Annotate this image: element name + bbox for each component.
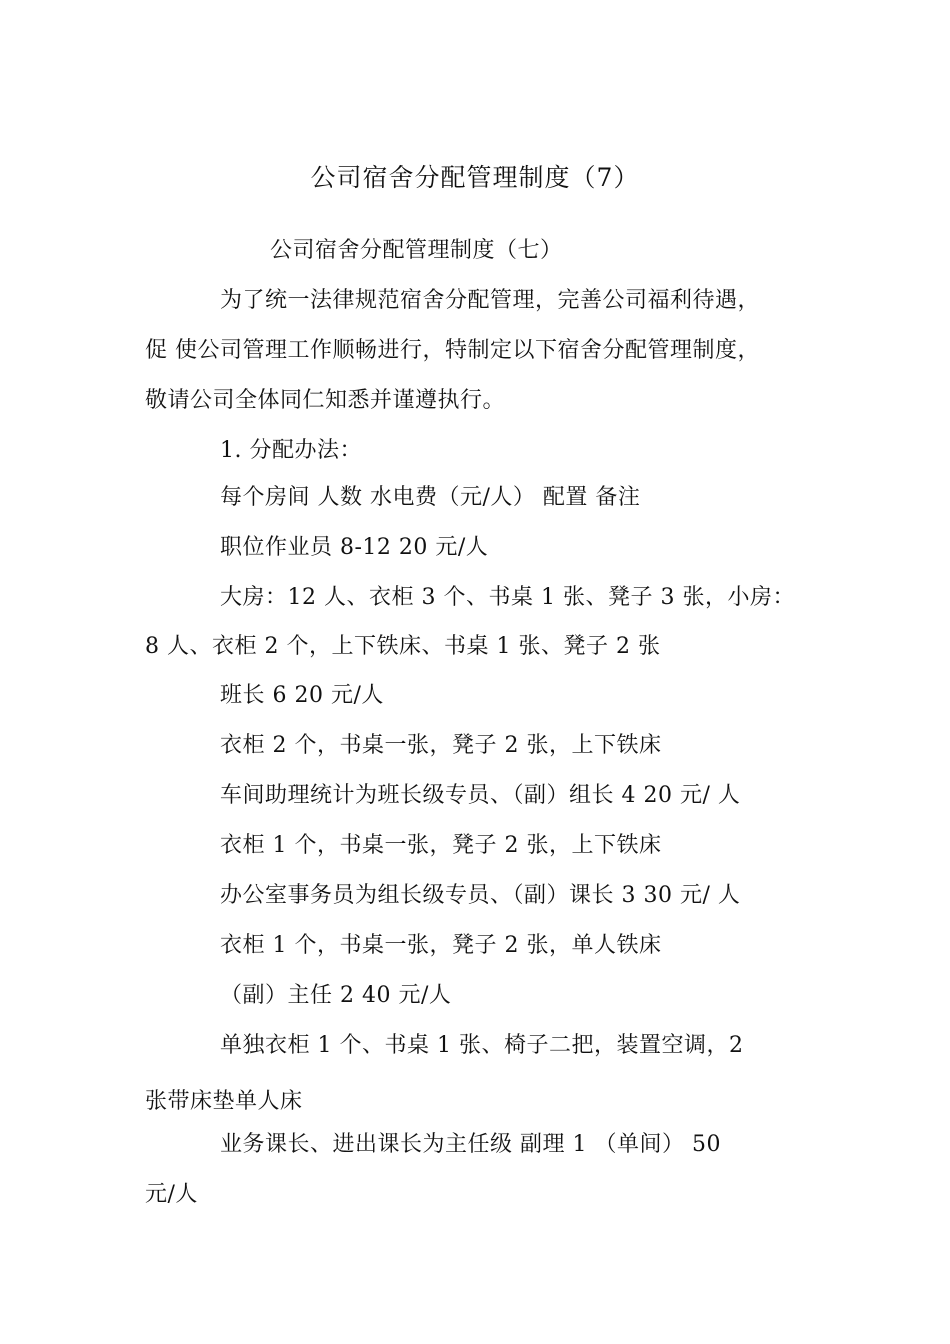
section-heading: 1. 分配办法：: [220, 438, 362, 463]
paragraph-line: 衣柜 1 个，书桌一张，凳子 2 张，上下铁床: [220, 833, 662, 858]
paragraph-line: 促 使公司管理工作顺畅进行，特制定以下宿舍分配管理制度，: [145, 338, 760, 363]
paragraph-line: 办公室事务员为组长级专员、（副）课长 3 30 元/ 人: [220, 883, 741, 908]
table-header-line: 每个房间 人数 水电费（元/人） 配置 备注: [220, 485, 641, 510]
paragraph-line: 班长 6 20 元/人: [220, 683, 384, 708]
paragraph-line: （副）主任 2 40 元/人: [220, 983, 452, 1008]
paragraph-line: 车间助理统计为班长级专员、（副）组长 4 20 元/ 人: [220, 783, 741, 808]
subtitle-line: 公司宿舍分配管理制度（七）: [270, 238, 563, 263]
paragraph-line: 张带床垫单人床: [145, 1089, 303, 1114]
paragraph-line: 衣柜 2 个，书桌一张，凳子 2 张，上下铁床: [220, 733, 662, 758]
paragraph-line: 8 人、衣柜 2 个，上下铁床、书桌 1 张、凳子 2 张: [145, 634, 661, 659]
document-title: 公司宿舍分配管理制度（7）: [310, 163, 640, 192]
paragraph-line: 为了统一法律规范宿舍分配管理，完善公司福利待遇，: [220, 288, 761, 313]
paragraph-line: 单独衣柜 1 个、书桌 1 张、椅子二把，装置空调，2: [220, 1033, 744, 1058]
paragraph-line: 敬请公司全体同仁知悉并谨遵执行。: [145, 388, 506, 413]
paragraph-line: 职位作业员 8-12 20 元/人: [220, 535, 489, 560]
paragraph-line: 元/人: [145, 1182, 198, 1207]
paragraph-line: 大房：12 人、衣柜 3 个、书桌 1 张、凳子 3 张，小房：: [220, 585, 795, 610]
paragraph-line: 业务课长、进出课长为主任级 副理 1 （单间） 50: [220, 1132, 721, 1157]
paragraph-line: 衣柜 1 个，书桌一张，凳子 2 张，单人铁床: [220, 933, 662, 958]
